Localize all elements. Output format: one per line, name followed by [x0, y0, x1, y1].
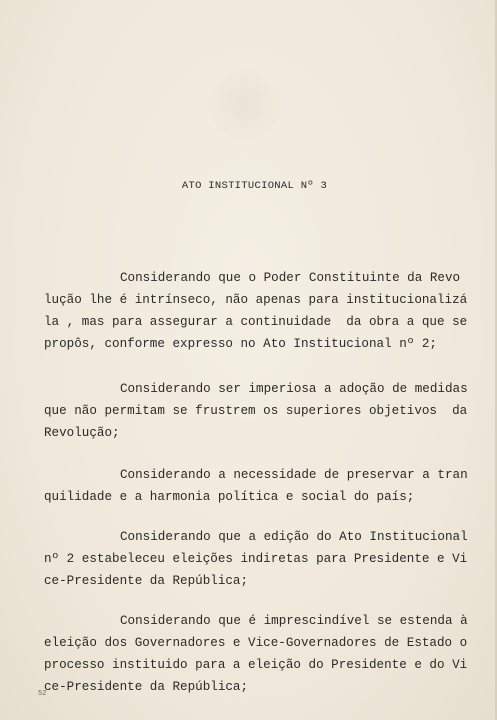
paragraph-line: la , mas para assegurar a continuidade da obra a que se [44, 315, 468, 329]
paragraph-line: lução lhe é intrínseco, não apenas para institucionalizá [44, 293, 468, 307]
paragraph-4 [44, 526, 468, 592]
margin-mark: 52 [38, 690, 47, 698]
paragraph-line: Considerando ser imperiosa a adoção de medidas [120, 382, 468, 396]
paragraph-line: ce-Presidente da República; [44, 680, 249, 694]
paragraph-line: processo instituido para a eleição do Presidente e do Vi [44, 658, 468, 672]
paragraph-1 [44, 267, 468, 355]
paragraph-line: propôs, conforme expresso no Ato Institucional nº 2; [44, 337, 437, 351]
paragraph-2 [44, 378, 468, 444]
paragraph-5 [44, 610, 468, 698]
paragraph-line: ce-Presidente da República; [44, 574, 249, 588]
watermark-seal [210, 70, 280, 140]
paragraph-line: eleição dos Governadores e Vice-Governadores de Estado o [44, 636, 468, 650]
paragraph-line: Considerando a necessidade de preservar a tran [120, 468, 468, 482]
paragraph-line: nº 2 estabeleceu eleições indiretas para Presidente e Vi [44, 552, 468, 566]
document-title: ATO INSTITUCIONAL Nº 3 [181, 180, 328, 192]
paragraph-line: Revolução; [44, 426, 120, 440]
paragraph-line: Considerando que o Poder Constituinte da Revo [120, 271, 461, 285]
paragraph-3 [44, 464, 468, 508]
paragraph-line: que não permitam se frustrem os superiores objetivos da [44, 404, 468, 418]
paragraph-line: quilidade e a harmonia política e social do país; [44, 490, 415, 504]
paragraph-line: Considerando que é imprescindível se estenda à [120, 614, 468, 628]
paragraph-line: Considerando que a edição do Ato Institucional [120, 530, 468, 544]
